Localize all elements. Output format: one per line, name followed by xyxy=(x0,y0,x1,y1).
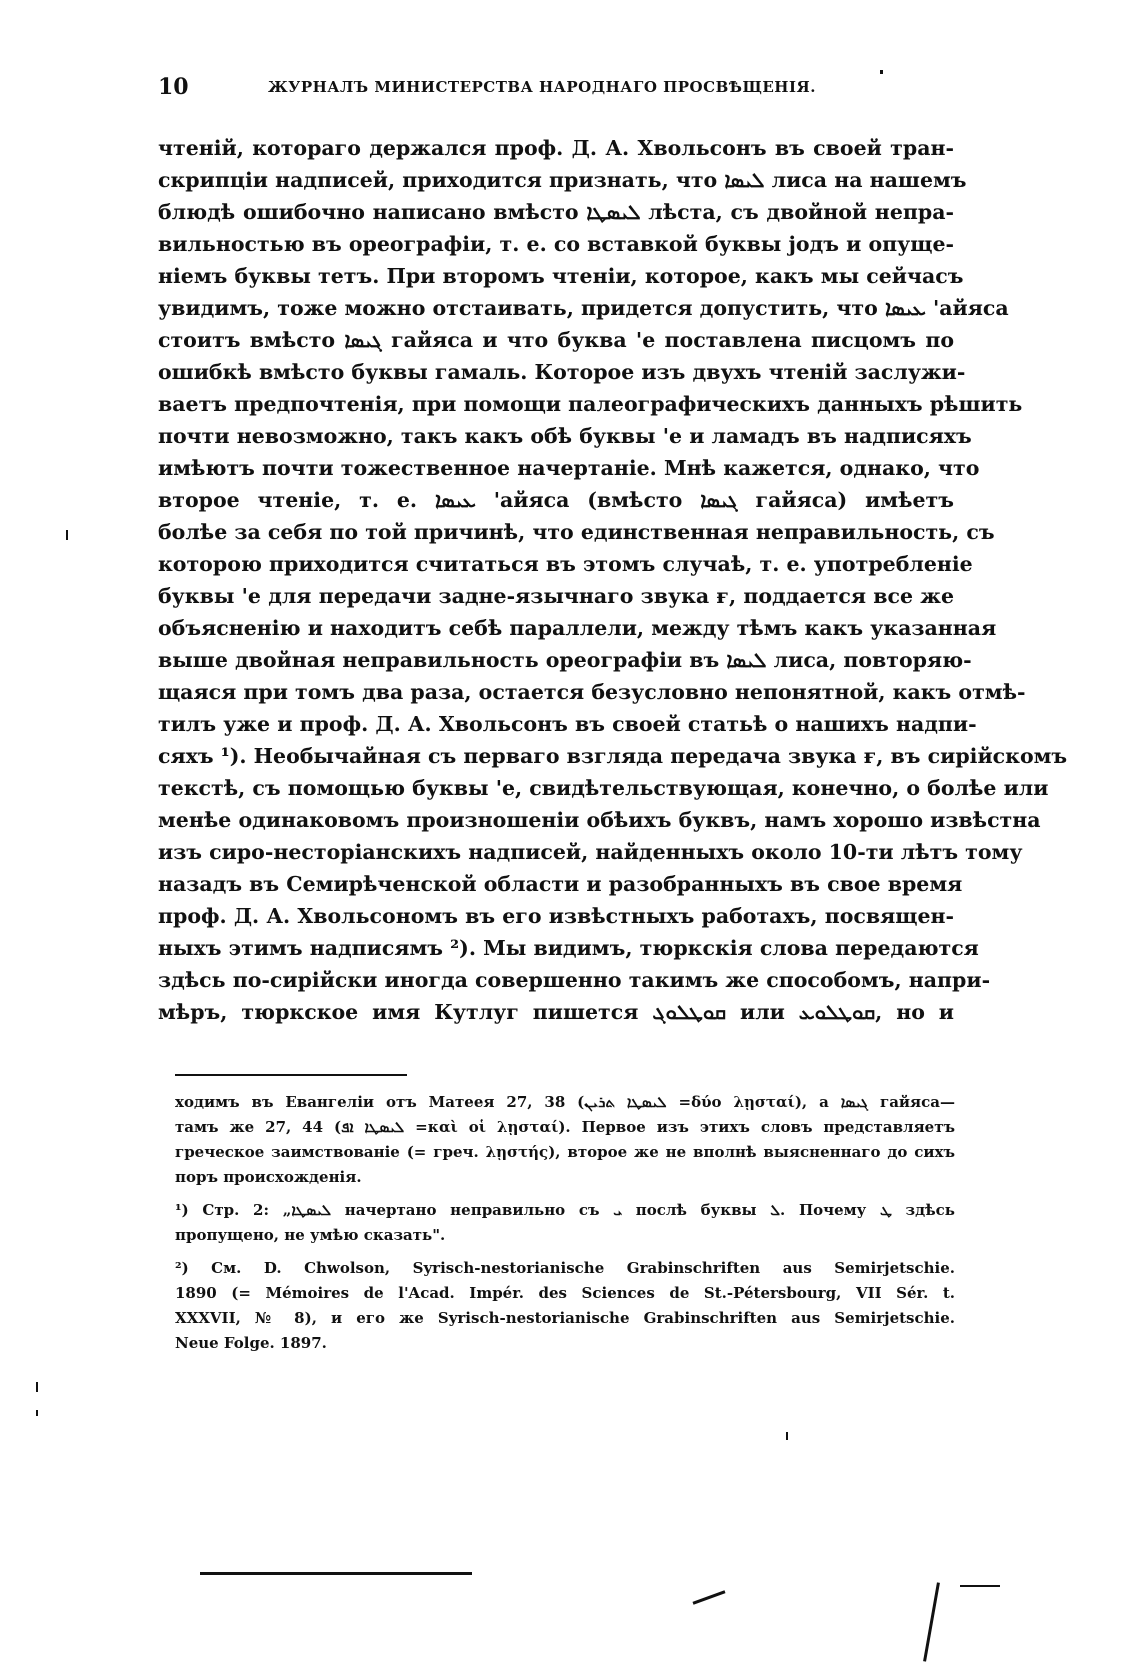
page-number: 10 xyxy=(158,74,189,100)
text-line: назадъ въ Семирѣченской области и разобранныхъ въ свое время xyxy=(158,872,963,896)
text-line: изъ сиро-несторіанскихъ надписей, найденныхъ около 10-ти лѣтъ тому xyxy=(158,840,1023,864)
footnote-line: греческое заимствованіе (= греч. λῃστής), второе же не вполнѣ выясненнаго до сихъ xyxy=(175,1143,955,1161)
footnote-2-line: Neue Folge. 1897. xyxy=(175,1334,327,1352)
scan-artifact-dot xyxy=(786,1432,788,1440)
text-line: здѣсь по-сирійски иногда совершенно такимъ же способомъ, напри- xyxy=(158,968,991,992)
text-line: блюдѣ ошибочно написано вмѣсто ܠܝܣܛܐ лѣста, съ двойной непра- xyxy=(158,200,954,224)
scan-artifact-mark xyxy=(693,1590,726,1604)
text-line: скрипціи надписей, приходится признать, что ܠܝܣܐ лиса на нашемъ xyxy=(158,168,967,192)
text-line: ніемъ буквы тетъ. При второмъ чтеніи, которое, какъ мы сейчасъ xyxy=(158,264,964,288)
scan-artifact-dash xyxy=(960,1585,1000,1587)
page-header xyxy=(158,74,838,106)
footnote-separator xyxy=(175,1074,407,1076)
text-line: стоитъ вмѣсто ܓܝܣܐ гайяса и что буква 'е поставлена писцомъ по xyxy=(158,328,954,352)
footnote-2-line: ²) См. D. Chwolson, Syrisch-nestorianische Grabinschriften aus Semirjetschie. xyxy=(175,1259,955,1277)
text-line: менѣе одинаковомъ произношеніи обѣихъ буквъ, намъ хорошо извѣстна xyxy=(158,808,1041,832)
main-text xyxy=(158,132,1068,1028)
text-line: ошибкѣ вмѣсто буквы гамаль. Которое изъ двухъ чтеній заслужи- xyxy=(158,360,966,384)
text-line: выше двойная неправильность ореографіи въ ܠܝܣܐ лиса, повторяю- xyxy=(158,648,972,672)
text-line: сяхъ ¹). Необычайная съ перваго взгляда передача звука ғ, въ сирійскомъ xyxy=(158,744,1068,768)
footnote-1-line: пропущено, не умѣю сказать". xyxy=(175,1226,446,1244)
running-title: ЖУРНАЛЪ МИНИСТЕРСТВА НАРОДНАГО ПРОСВѢЩЕНІЯ. xyxy=(268,78,816,96)
footnote-1-line: ¹) Стр. 2: „ܠܝܣܛܐ начертано неправильно съ ܝ послѣ буквы ܠ. Почему ܛ здѣсь xyxy=(175,1201,955,1219)
text-line: чтеній, котораго держался проф. Д. А. Хвольсонъ въ своей тран- xyxy=(158,136,954,160)
scan-artifact-dot xyxy=(36,1382,38,1392)
footnote-line: поръ происхожденія. xyxy=(175,1168,362,1186)
text-line: проф. Д. А. Хвольсономъ въ его извѣстныхъ работахъ, посвящен- xyxy=(158,904,954,928)
text-line: тилъ уже и проф. Д. А. Хвольсонъ въ своей статьѣ о нашихъ надпи- xyxy=(158,712,977,736)
footnote-2-line: 1890 (= Mémoires de l'Acad. Impér. des Sciences de St.-Pétersbourg, VII Sér. t. xyxy=(175,1284,955,1302)
scan-artifact-line xyxy=(200,1572,472,1575)
footnote-2-line: XXXVII, № 8), и его же Syrisch-nestorianische Grabinschriften aus Semirjetschie. xyxy=(175,1309,955,1327)
text-line: щаяся при томъ два раза, остается безусловно непонятной, какъ отмѣ- xyxy=(158,680,1026,704)
text-line: увидимъ, тоже можно отстаивать, придется допустить, что ܥܝܣܐ 'айяса xyxy=(158,296,1009,320)
text-line: имѣютъ почти тожественное начертаніе. Мнѣ кажется, однако, что xyxy=(158,456,980,480)
text-line: буквы 'е для передачи задне-язычнаго звука ғ, поддается все же xyxy=(158,584,954,608)
text-line: мѣръ, тюркское имя Кутлуг пишется ܩܘܛܠܘܓ или ܩܘܛܠܘܥ, но и xyxy=(158,1000,954,1024)
footnotes xyxy=(175,1090,955,1356)
text-line: ваетъ предпочтенія, при помощи палеографическихъ данныхъ рѣшить xyxy=(158,392,1023,416)
text-line: болѣе за себя по той причинѣ, что единственная неправильность, съ xyxy=(158,520,995,544)
scan-artifact-dot xyxy=(66,530,68,540)
footnote-line: тамъ же 27, 44 (ܠܝܣܛܐ ܐܦ =καὶ οἱ λῃσταί). Первое изъ этихъ словъ представляетъ xyxy=(175,1118,955,1136)
footnote-line: ходимъ въ Евангеліи отъ Матеея 27, 38 (ܠܝܣܛܐ ܬܪܝܢ =δύο λῃσταί), а ܓܝܣܐ гайяса— xyxy=(175,1093,955,1111)
text-line: второе чтеніе, т. е. ܥܝܣܐ 'айяса (вмѣсто ܓܝܣܐ гайяса) имѣетъ xyxy=(158,488,954,512)
scan-artifact-dot xyxy=(36,1410,38,1416)
scan-artifact-dot xyxy=(880,70,883,74)
text-line: вильностью въ ореографіи, т. е. со вставкой буквы јодъ и опуще- xyxy=(158,232,954,256)
text-line: почти невозможно, такъ какъ обѣ буквы 'е и ламадъ въ надписяхъ xyxy=(158,424,972,448)
scan-artifact-bracket xyxy=(923,1582,940,1661)
text-line: текстѣ, съ помощью буквы 'е, свидѣтельствующая, конечно, о болѣе или xyxy=(158,776,1049,800)
text-line: объясненію и находитъ себѣ параллели, между тѣмъ какъ указанная xyxy=(158,616,997,640)
text-line: ныхъ этимъ надписямъ ²). Мы видимъ, тюркскія слова передаются xyxy=(158,936,979,960)
text-line: которою приходится считаться въ этомъ случаѣ, т. е. употребленіе xyxy=(158,552,973,576)
